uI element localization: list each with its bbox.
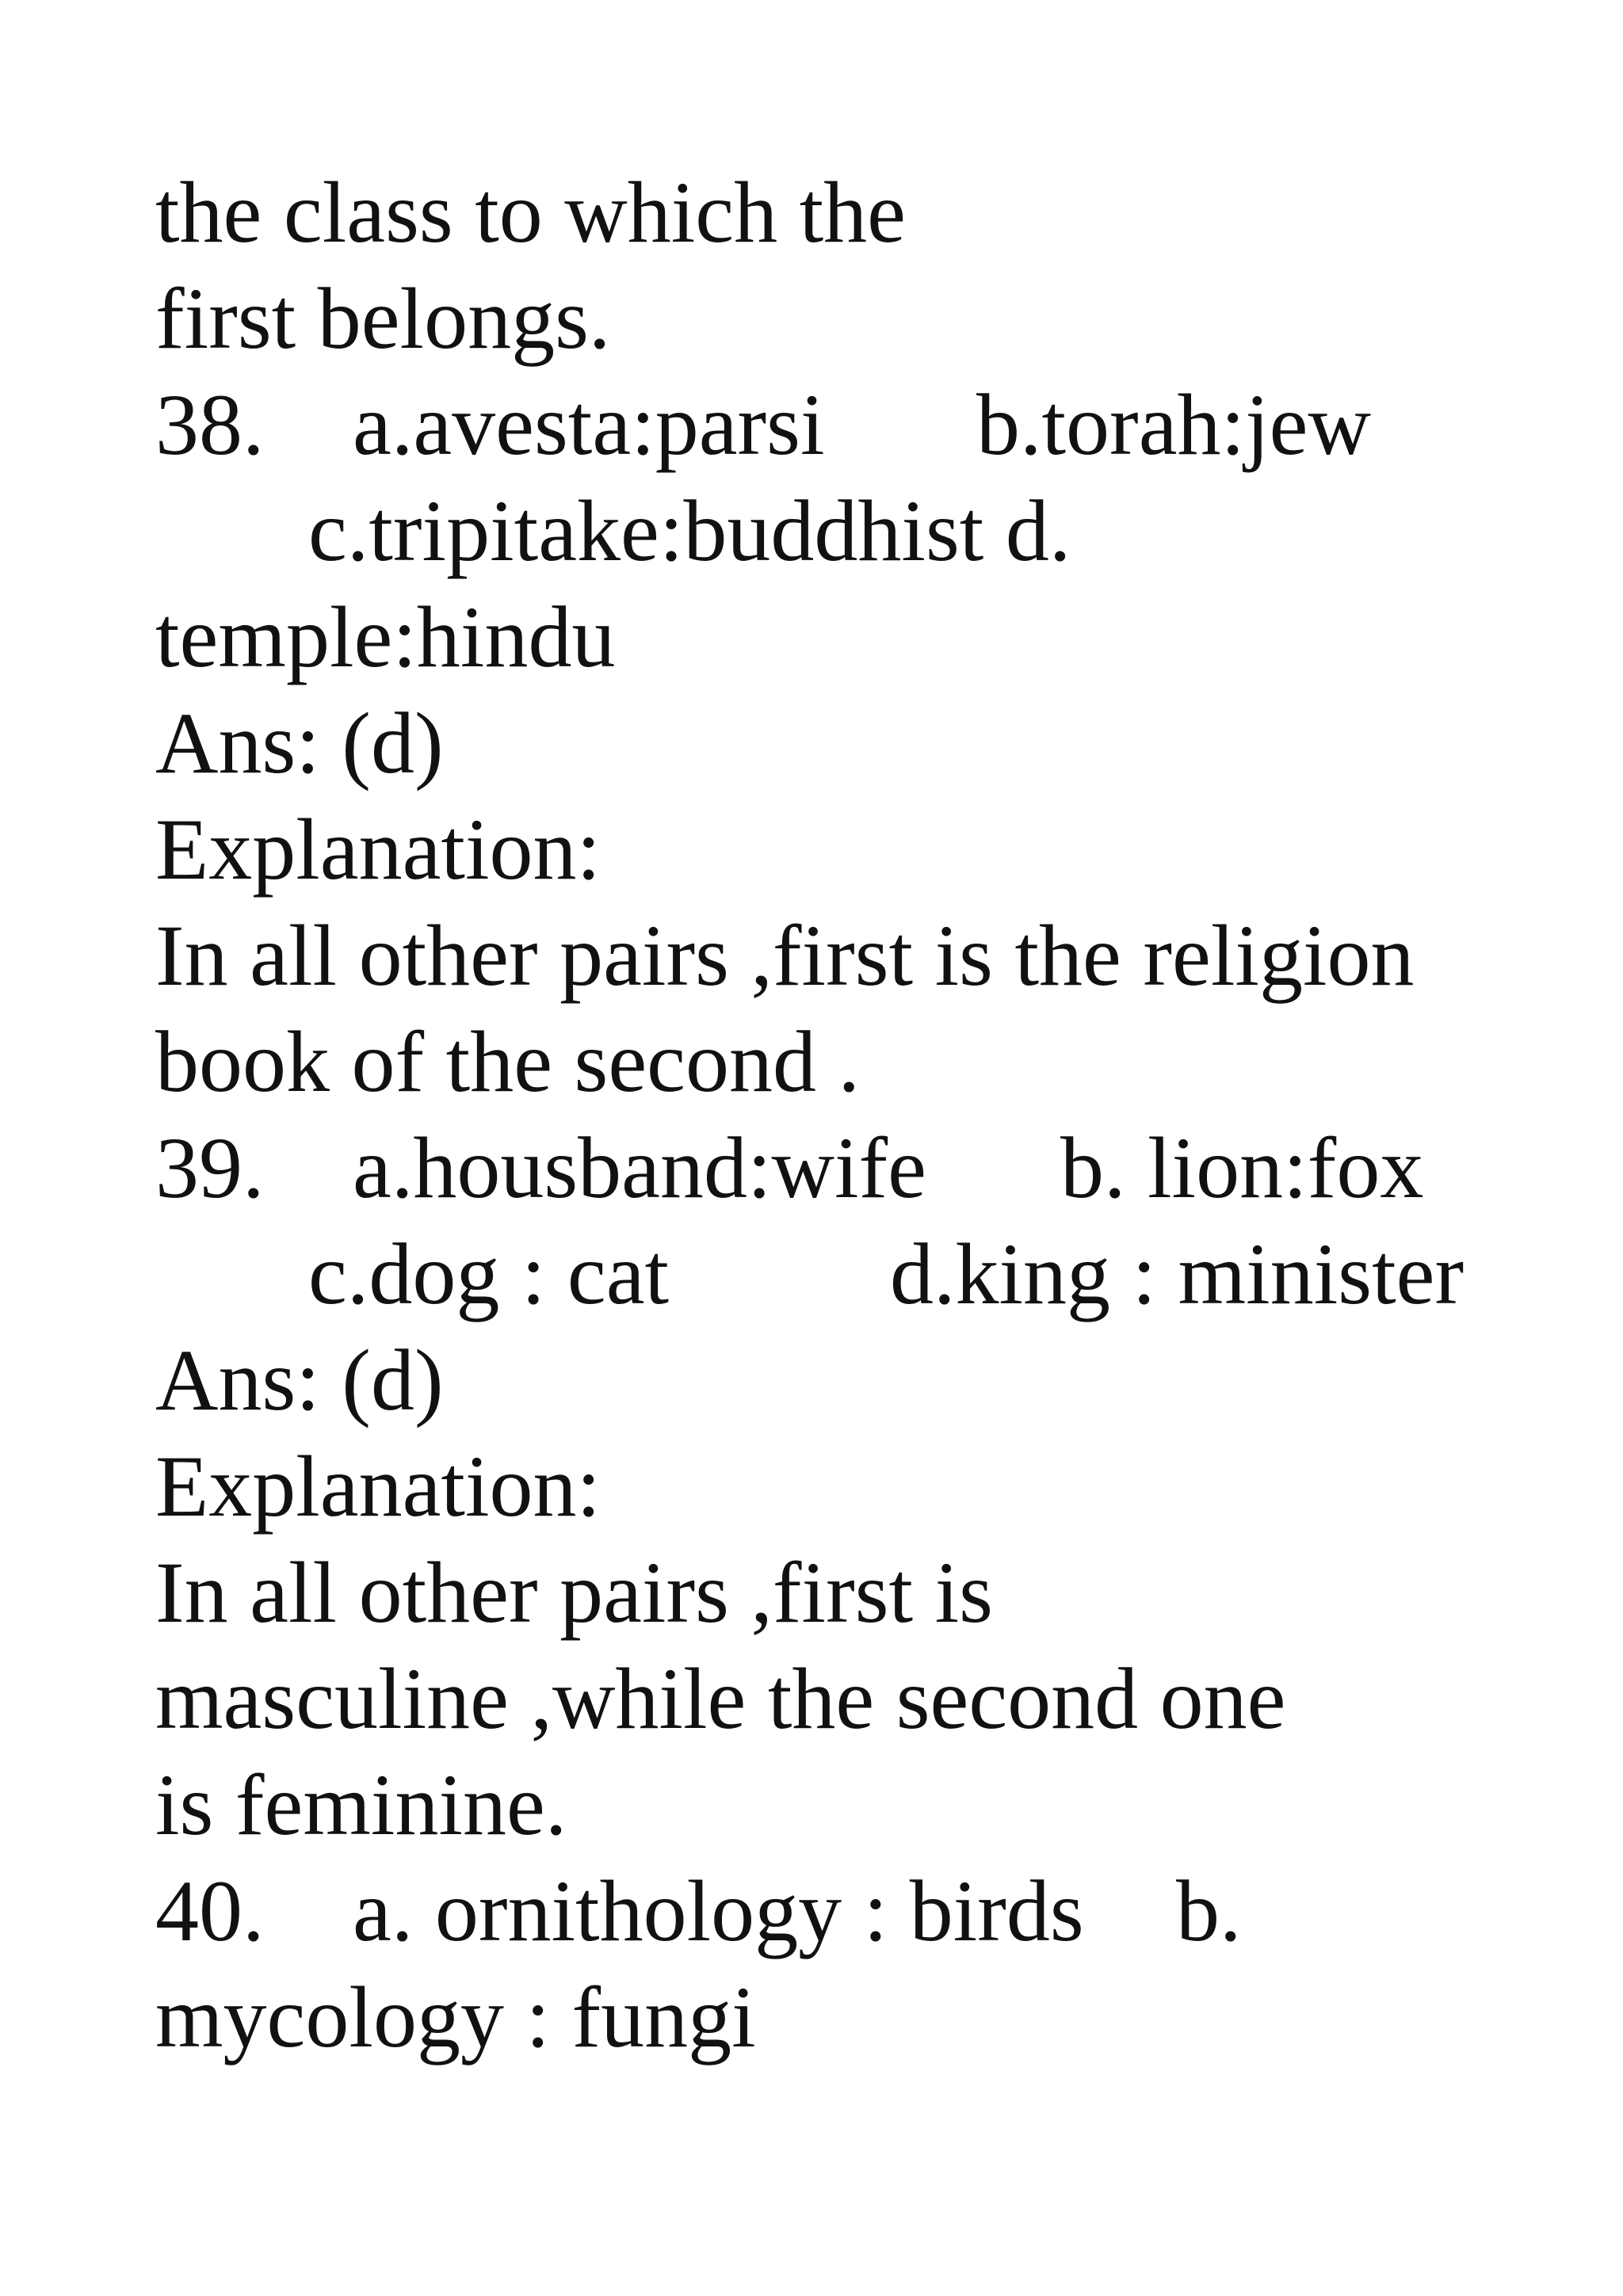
explanation-text: In all other pairs ,first is the religion [155,907,1415,1004]
text-line: the class to which the [155,164,906,261]
option-c: c.tripitake:buddhist d. [308,482,1071,579]
option-b: b. [1176,1863,1242,1959]
explanation-text: In all other pairs ,first is [155,1544,993,1641]
explanation-text: is feminine. [155,1756,567,1853]
question-number: 38. [155,376,265,473]
explanation-heading: Explanation: [155,1438,601,1535]
question-number: 40. [155,1863,265,1959]
answer-line: Ans: (d) [155,695,444,791]
answer-line: Ans: (d) [155,1332,444,1428]
explanation-text: masculine ,while the second one [155,1650,1286,1747]
option-b: b.torah:jew [976,376,1371,473]
explanation-text: book of the second . [155,1013,860,1110]
option-a: a.avesta:parsi [353,376,825,473]
option-d-continued: temple:hindu [155,589,616,685]
option-b-continued: mycology : fungi [155,1969,756,2065]
text-line: first belongs. [155,270,611,367]
option-d: d.king : minister [890,1226,1465,1322]
option-a: a. ornithology : birds [353,1863,1084,1959]
explanation-heading: Explanation: [155,801,601,898]
option-a: a.housband:wife [353,1119,926,1216]
option-c: c.dog : cat [308,1226,670,1322]
question-number: 39. [155,1119,265,1216]
option-b: b. lion:fox [1060,1119,1424,1216]
